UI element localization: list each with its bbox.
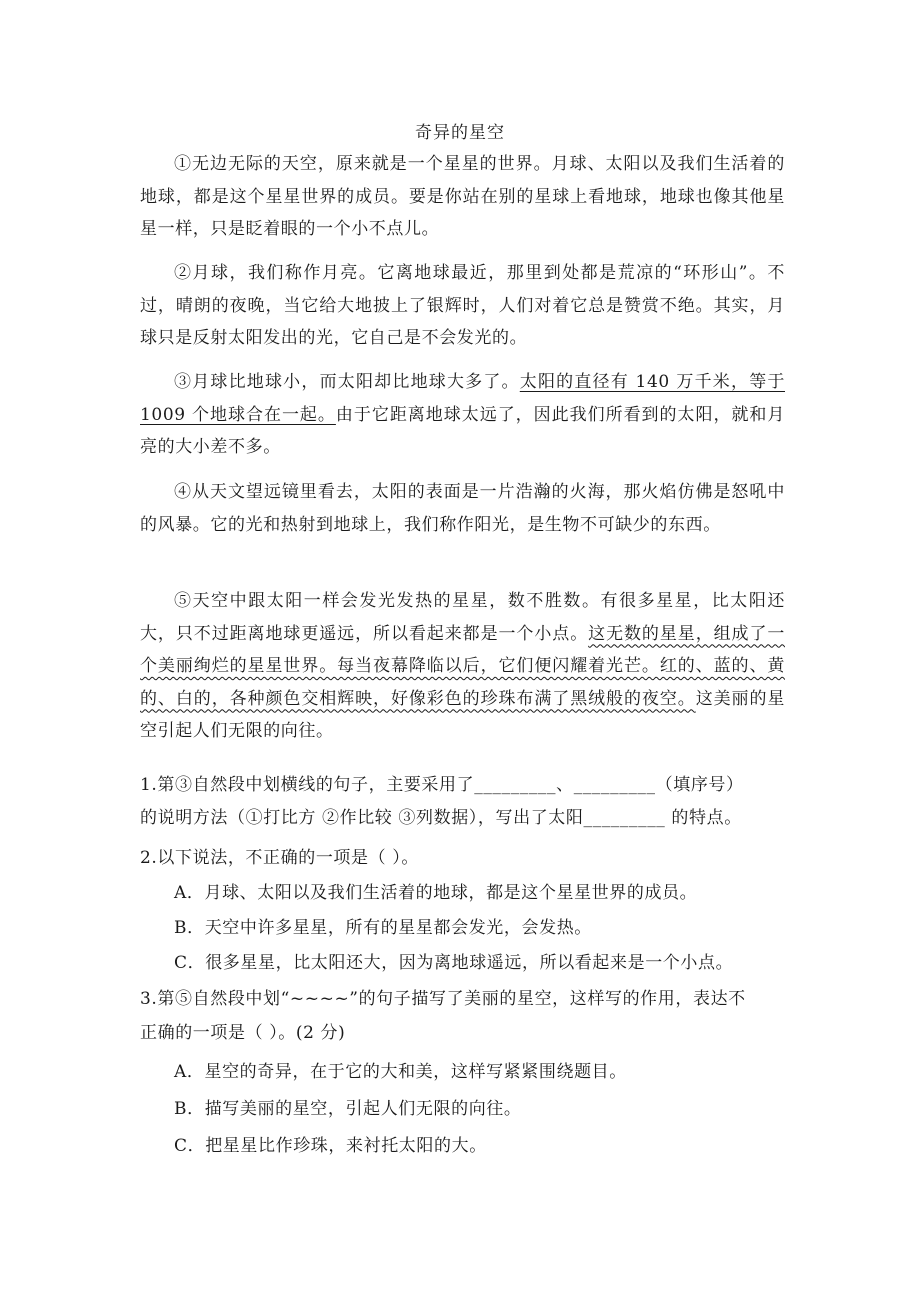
question-3-line-1: 3.第⑤自然段中划“~~~~”的句子描写了美丽的星空，这样写的作用，表达不 xyxy=(140,989,746,1009)
paragraph-4: ④从天文望远镜里看去，太阳的表面是一片浩瀚的火海，那火焰仿佛是怒吼中的风暴。它的光和热射到地球上，我们称作阳光，是生物不可缺少的东西。 xyxy=(140,482,785,535)
question-3-option-c: C．把星星比作珍珠，来衬托太阳的大。 xyxy=(174,1136,487,1156)
question-2-option-a: A．月球、太阳以及我们生活着的地球，都是这个星星世界的成员。 xyxy=(174,883,698,903)
paragraph-2: ②月球，我们称作月亮。它离地球最近，那里到处都是荒凉的“环形山”。不过，晴朗的夜晚，当它给大地披上了银辉时，人们对着它总是赞赏不绝。其实，月球只是反射太阳发出的光，它自己是不会发光的。 xyxy=(140,263,785,348)
question-2-option-c: C．很多星星，比太阳还大，因为离地球遥远，所以看起来是一个小点。 xyxy=(174,953,734,973)
question-1-line-1: 1.第③自然段中划横线的句子，主要采用了_________、_________（填序号） xyxy=(140,775,744,795)
wavy-underlined-sentence: 这无数的星星，组成了一个美丽绚烂的星星世界。每当夜幕降临以后，它们便闪耀着光芒。红的、蓝的、黄的、白的，各种颜色交相辉映，好像彩色的珍珠布满了黑绒般的夜空。 xyxy=(140,623,785,709)
question-2-option-b: B．天空中许多星星，所有的星星都会发光，会发热。 xyxy=(174,918,592,938)
article-title: 奇异的星空 xyxy=(415,123,505,143)
paragraph-3-part-1: ③月球比地球小，而太阳却比地球大多了。 xyxy=(174,372,520,392)
question-2-stem: 2.以下说法，不正确的一项是（ ）。 xyxy=(140,848,419,868)
question-1-line-2: 的说明方法（①打比方 ②作比较 ③列数据），写出了太阳_________ 的特点。 xyxy=(140,808,742,828)
question-3-option-a: A．星空的奇异，在于它的大和美，这样写紧紧围绕题目。 xyxy=(174,1062,627,1082)
question-3-line-2: 正确的一项是（ ）。(2 分) xyxy=(140,1023,346,1043)
paragraph-3 xyxy=(140,366,785,464)
paragraph-3-part-3: 由于它距离地球太远了，因此我们所看到的太阳，就和月亮的大小差不多。 xyxy=(140,404,786,457)
underlined-sentence: 太阳的直径有 140 万千米，等于 1009 个地球合在一起。 xyxy=(140,372,785,425)
paragraph-5-part-3: 这美丽的星空引起人们无限的向往。 xyxy=(140,688,785,741)
paragraph-5-part-1: ⑤天空中跟太阳一样会发光发热的星星，数不胜数。有很多星星，比太阳还大，只不过距离地球更遥远，所以看起来都是一个小点。 xyxy=(140,591,785,644)
paragraph-1: ①无边无际的天空，原来就是一个星星的世界。月球、太阳以及我们生活着的地球，都是这个星星世界的成员。要是你站在别的星球上看地球，地球也像其他星星一样，只是眨着眼的一个小不点儿。 xyxy=(140,154,785,239)
paragraph-5 xyxy=(140,585,785,748)
question-3-option-b: B．描写美丽的星空，引起人们无限的向往。 xyxy=(174,1099,522,1119)
